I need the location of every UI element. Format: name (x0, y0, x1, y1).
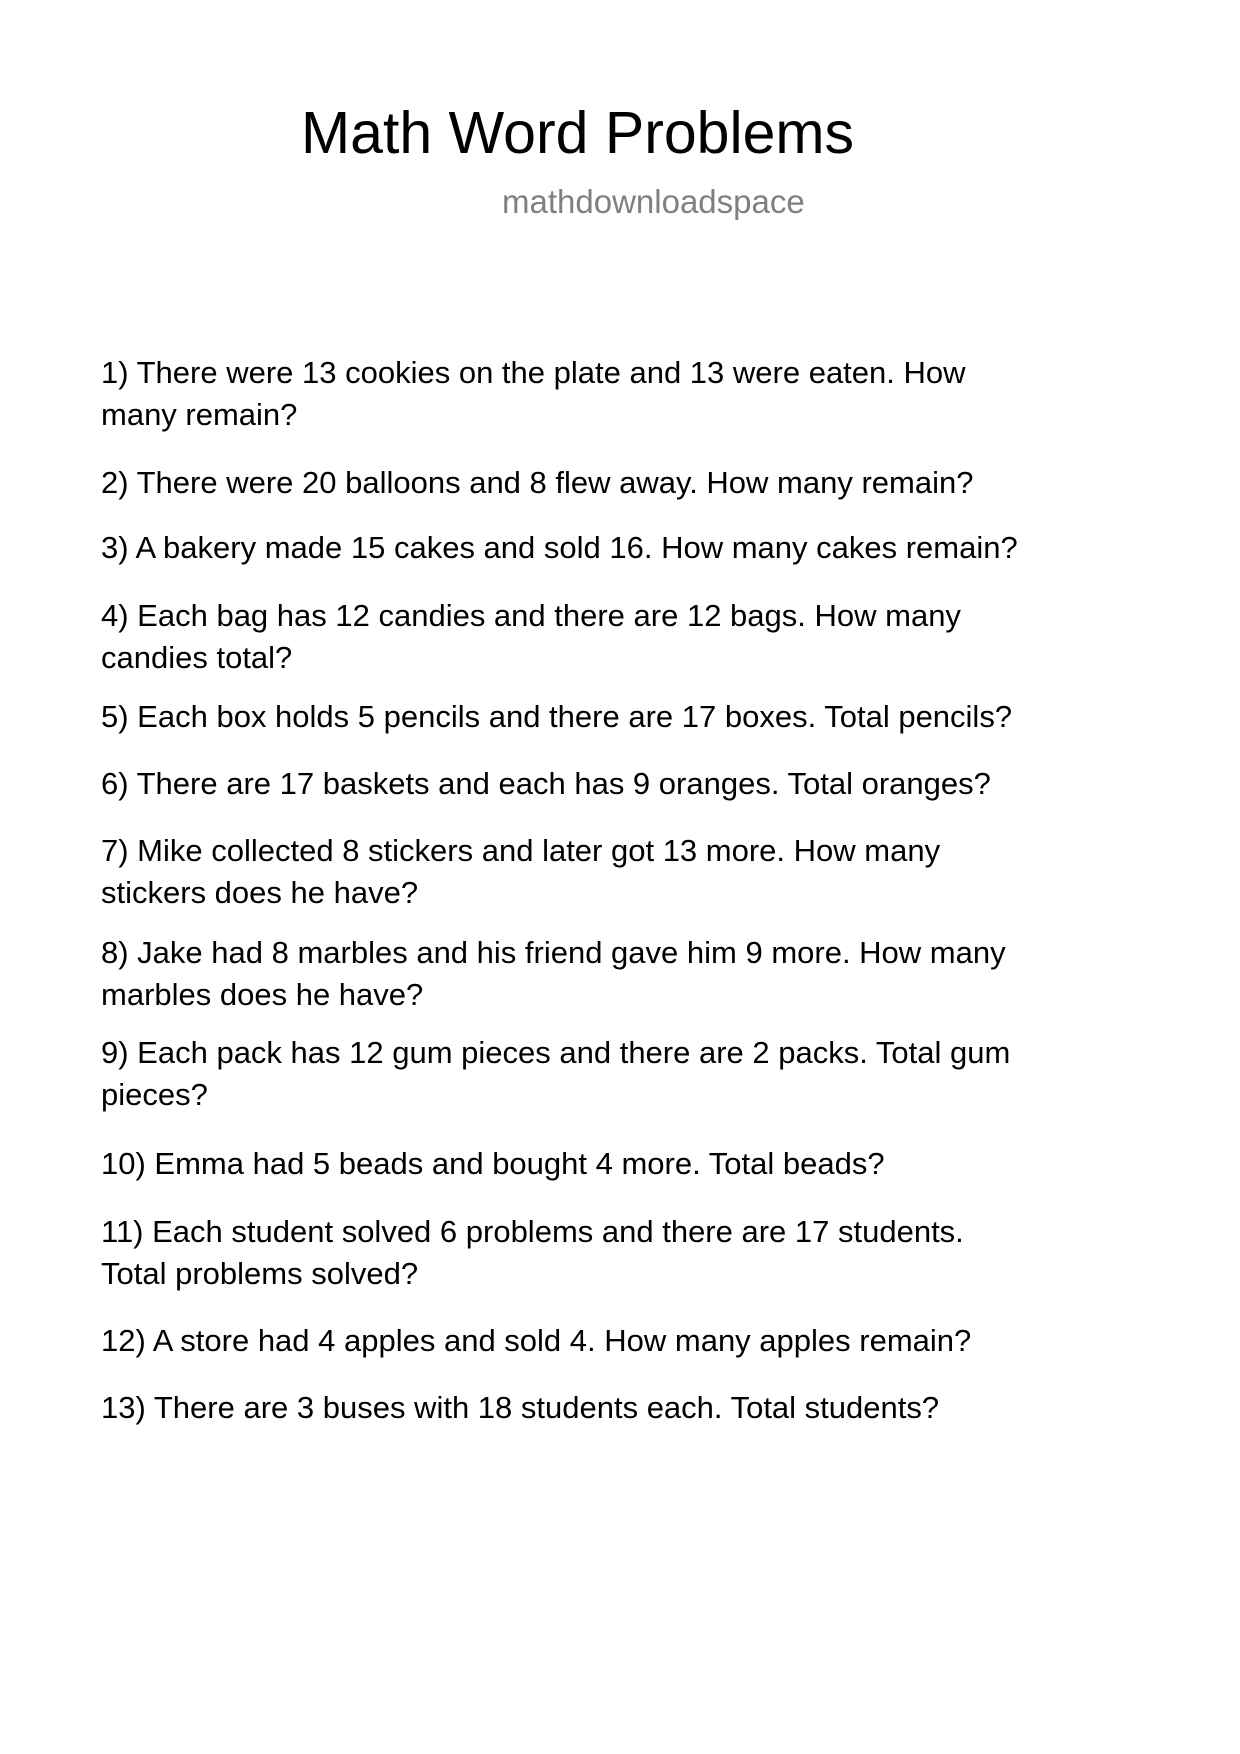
problem-text: Total problems solved? (101, 1255, 419, 1291)
problem-text: 6) There are 17 baskets and each has 9 oranges. Total oranges? (101, 766, 991, 801)
problem-text: marbles does he have? (101, 976, 424, 1012)
problem-text: 2) There were 20 balloons and 8 flew away. How many remain? (101, 465, 974, 500)
problem-item-3 (101, 527, 1181, 569)
problem-text: 11) Each student solved 6 problems and there are 17 students. (101, 1214, 964, 1249)
source-label: mathdownloadspace (502, 183, 805, 220)
problem-item-13 (101, 1387, 1181, 1429)
problem-text: 5) Each box holds 5 pencils and there are 17 boxes. Total pencils? (101, 699, 1013, 734)
problem-text: 9) Each pack has 12 gum pieces and there are 2 packs. Total gum (101, 1035, 1011, 1070)
problem-item-1 (101, 352, 1181, 435)
problem-item-4 (101, 595, 1181, 678)
problem-text: 8) Jake had 8 marbles and his friend gave him 9 more. How many (101, 935, 1006, 970)
problem-text: 1) There were 13 cookies on the plate and 13 were eaten. How (101, 355, 966, 390)
problem-item-10 (101, 1143, 1181, 1185)
problem-text: candies total? (101, 639, 293, 675)
problem-item-2 (101, 462, 1181, 504)
problem-text: 10) Emma had 5 beads and bought 4 more. Total beads? (101, 1146, 885, 1181)
problem-text: 3) A bakery made 15 cakes and sold 16. How many cakes remain? (101, 530, 1018, 565)
problem-item-6 (101, 763, 1181, 805)
problem-text: 7) Mike collected 8 stickers and later got 13 more. How many (101, 833, 941, 868)
problem-item-8 (101, 932, 1181, 1015)
problem-text: 13) There are 3 buses with 18 students each. Total students? (101, 1390, 940, 1425)
problem-text: many remain? (101, 396, 298, 432)
problem-item-7 (101, 830, 1181, 913)
problem-text: pieces? (101, 1076, 208, 1112)
problem-text: stickers does he have? (101, 874, 419, 910)
problem-item-12 (101, 1320, 1181, 1362)
page-title: Math Word Problems (301, 100, 855, 166)
problem-item-9 (101, 1032, 1181, 1115)
problem-item-5 (101, 696, 1181, 738)
problem-item-11 (101, 1211, 1181, 1294)
problem-text: 12) A store had 4 apples and sold 4. How many apples remain? (101, 1323, 972, 1358)
problem-text: 4) Each bag has 12 candies and there are 12 bags. How many (101, 598, 961, 633)
